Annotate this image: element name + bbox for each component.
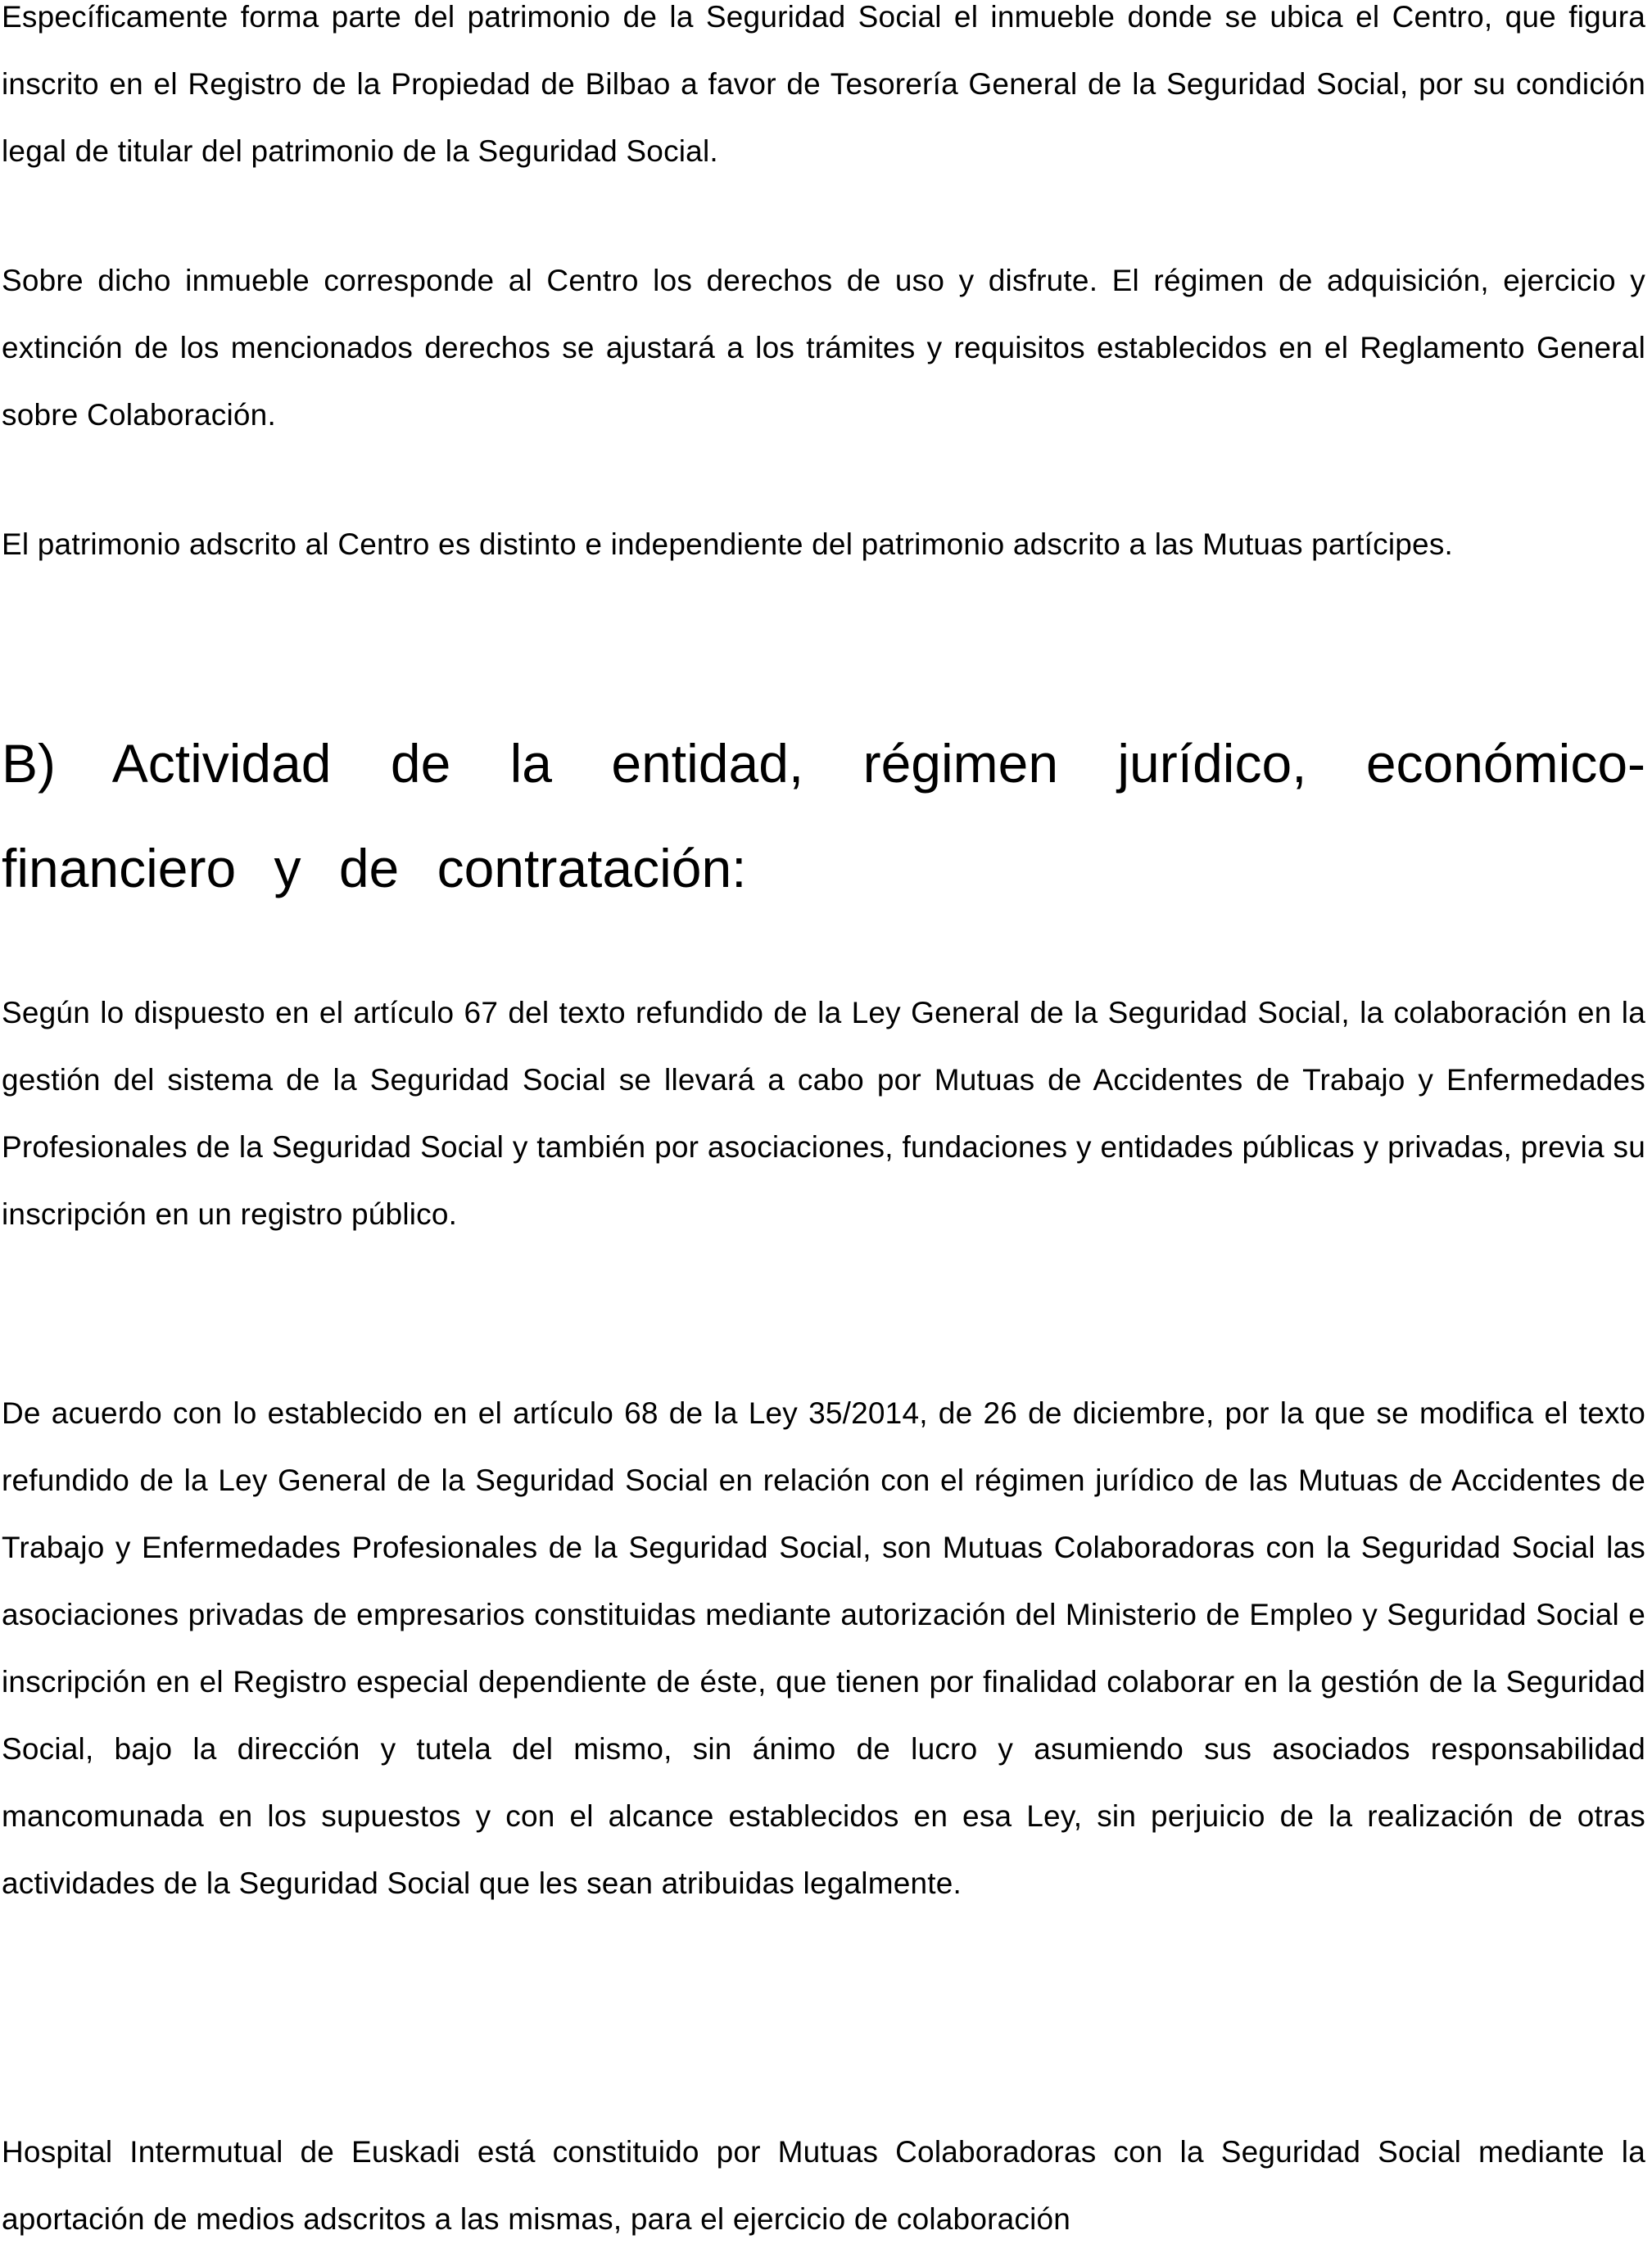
paragraph-patrimonio-inmueble: Específicamente forma parte del patrimonio de la Seguridad Social el inmueble donde se ubica el Centro, que figura inscrito en el Registro de la Propiedad de Bilbao a favor de Tesorería General de la Seguridad Social, por su condición legal de titular del patrimonio de la Seguridad Social. [2, 0, 1645, 168]
section-heading: B) Actividad de la entidad, régimen jurídico, económico-financiero y de contratación: [2, 733, 1645, 898]
paragraph-hospital-intermutual: Hospital Intermutual de Euskadi está constituido por Mutuas Colaboradoras con la Seguridad Social mediante la aportación de medios adscritos a las mismas, para el ejercicio de colaboración [2, 2135, 1645, 2236]
paragraph-patrimonio-adscrito: El patrimonio adscrito al Centro es distinto e independiente del patrimonio adscrito a las Mutuas partícipes. [2, 527, 1454, 561]
paragraph-articulo-68: De acuerdo con lo establecido en el artículo 68 de la Ley 35/2014, de 26 de diciembre, por la que se modifica el texto refundido de la Ley General de la Seguridad Social en relación con el régimen jurídico de las Mutuas de Accidentes de Trabajo y Enfermedades Profesionales de la Seguridad Social, son Mutuas Colaboradoras con la Seguridad Social las asociaciones privadas de empresarios constituidas mediante autorización del Ministerio de Empleo y Seguridad Social e inscripción en el Registro especial dependiente de éste, que tienen por finalidad colaborar en la gestión de la Seguridad Social, bajo la dirección y tutela del mismo, sin ánimo de lucro y asumiendo sus asociados responsabilidad mancomunada en los supuestos y con el alcance establecidos en esa Ley, sin perjuicio de la realización de otras actividades de la Seguridad Social que les sean atribuidas legalmente. [2, 1396, 1645, 1900]
paragraph-derechos-uso: Sobre dicho inmueble corresponde al Centro los derechos de uso y disfrute. El régimen de adquisición, ejercicio y extinción de los mencionados derechos se ajustará a los trámites y requisitos establecidos en el Reglamento General sobre Colaboración. [2, 264, 1645, 432]
paragraph-articulo-67: Según lo dispuesto en el artículo 67 del texto refundido de la Ley General de la Seguridad Social, la colaboración en la gestión del sistema de la Seguridad Social se llevará a cabo por Mutuas de Accidentes de Trabajo y Enfermedades Profesionales de la Seguridad Social y también por asociaciones, fundaciones y entidades públicas y privadas, previa su inscripción en un registro público. [2, 996, 1645, 1231]
